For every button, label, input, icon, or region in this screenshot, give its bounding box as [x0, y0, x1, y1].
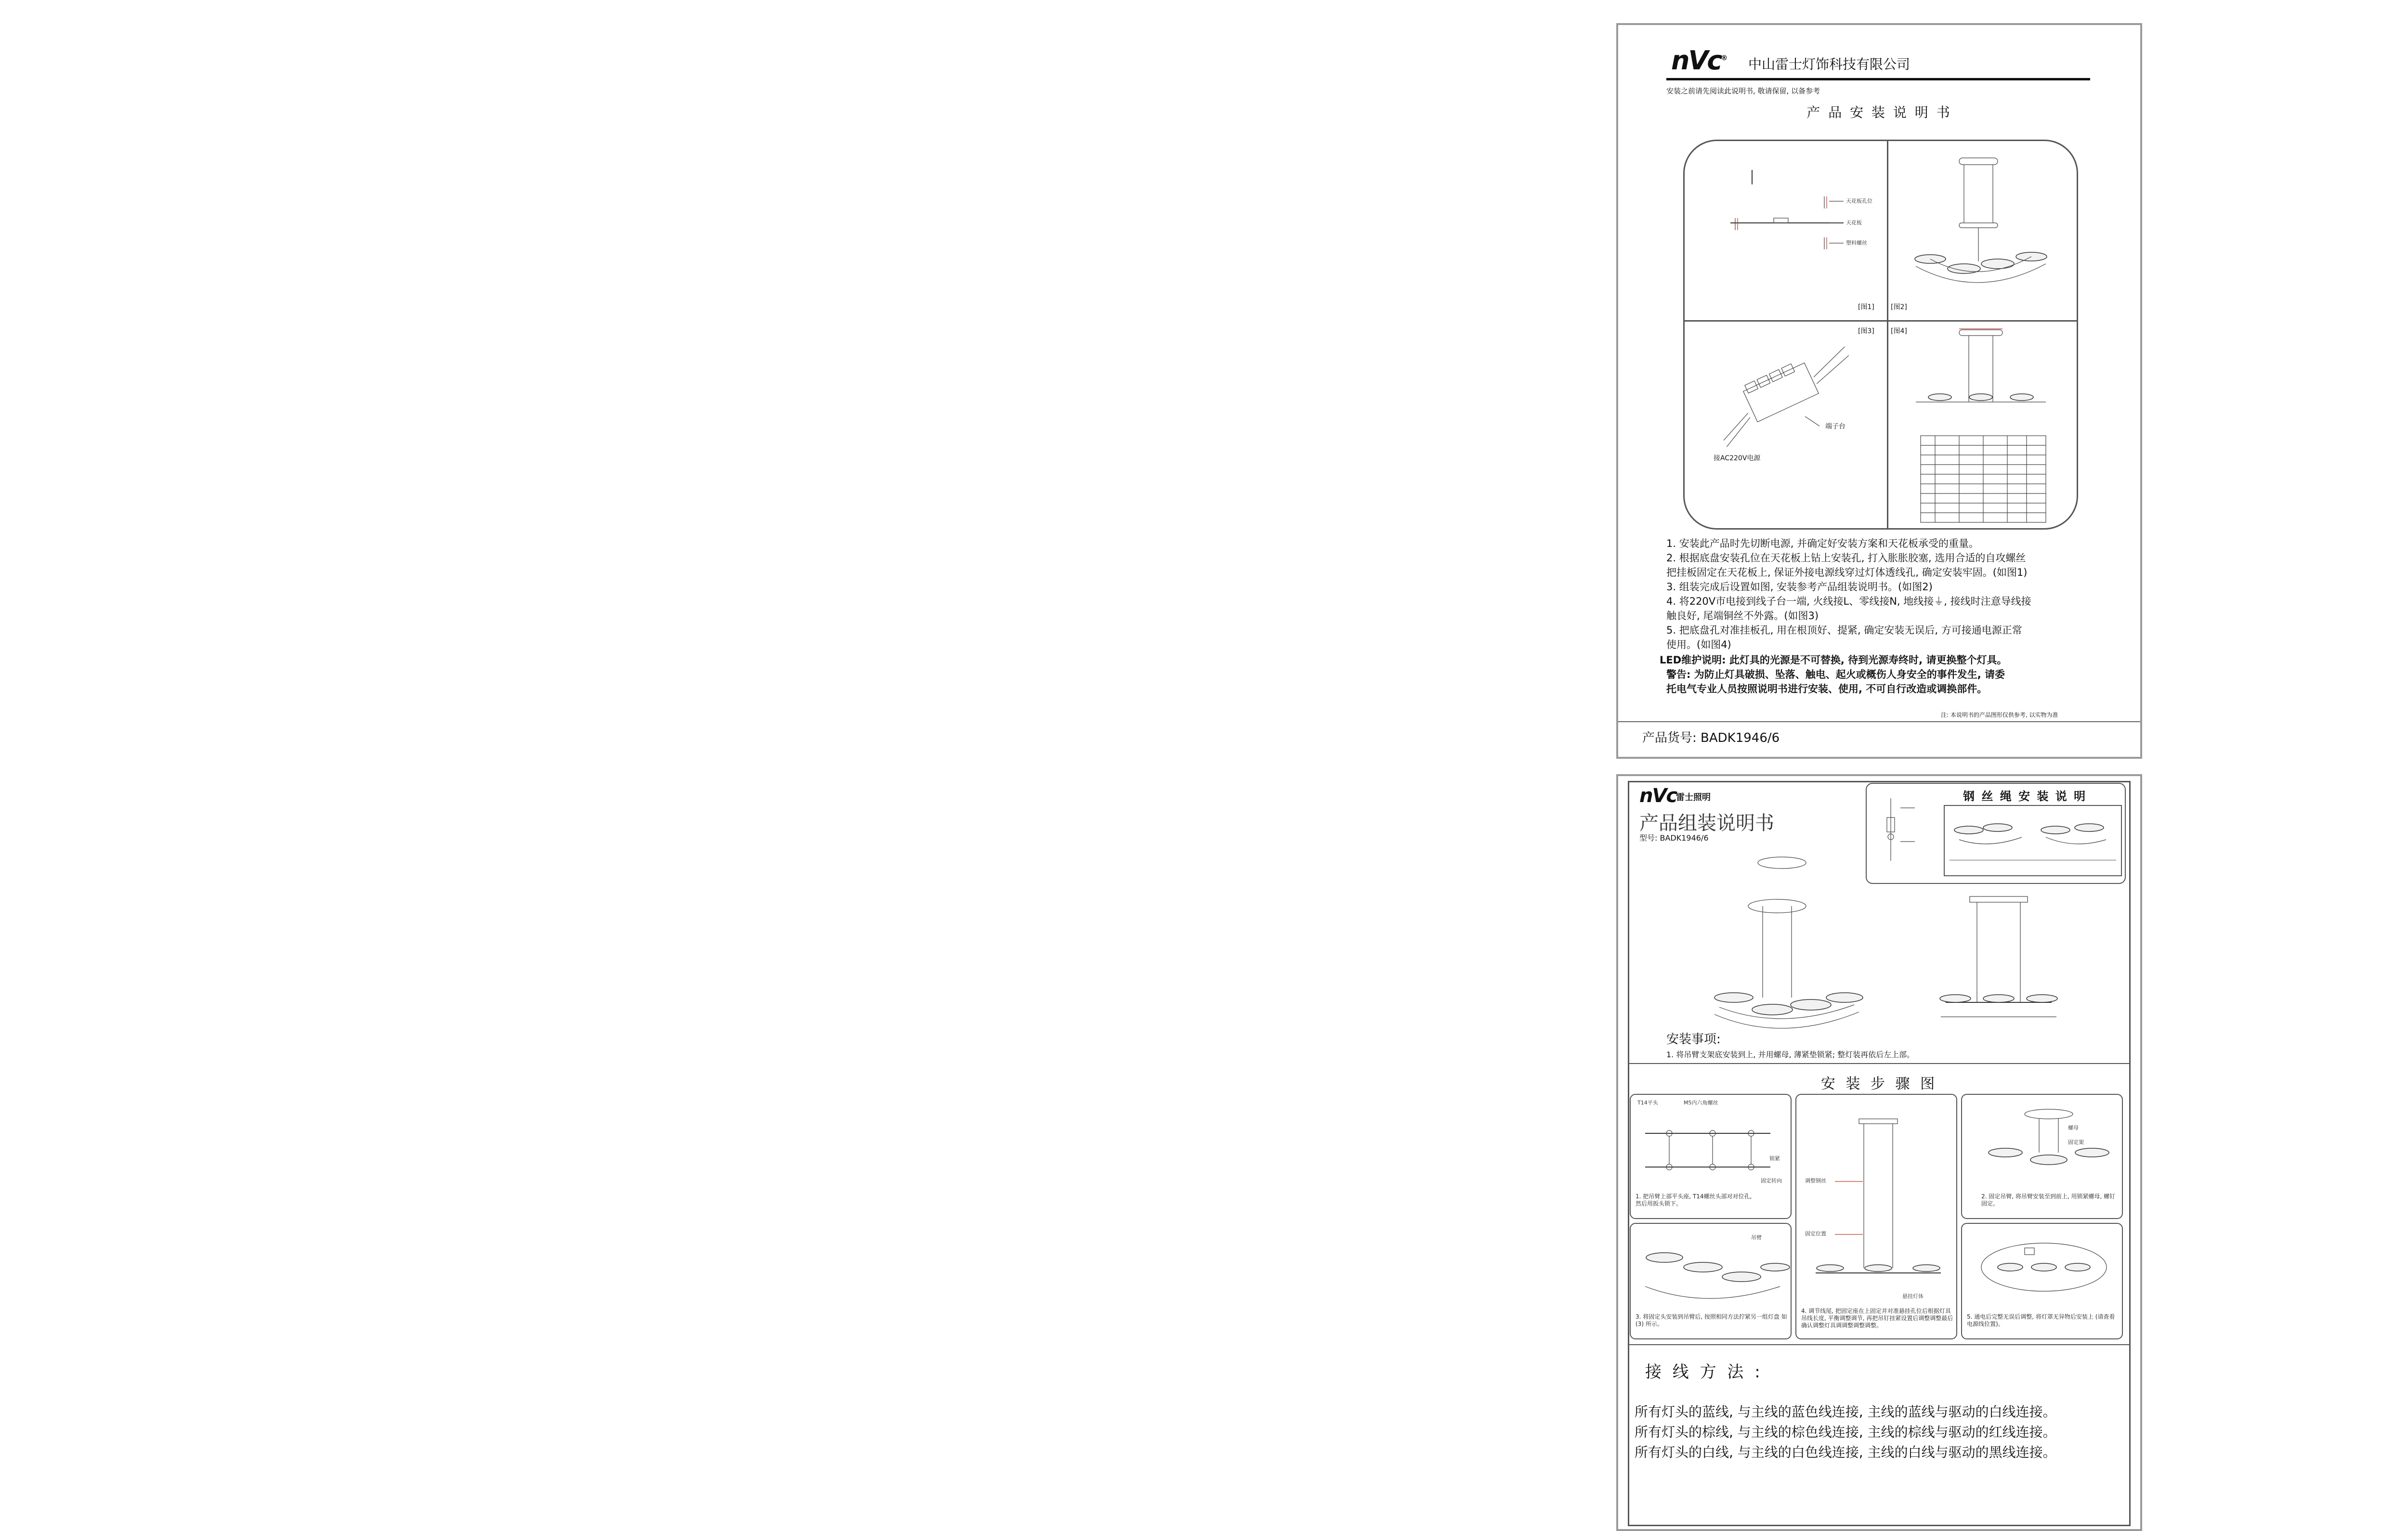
- step-panel-4: [1795, 1094, 1957, 1339]
- step2-drawing: [1967, 1100, 2119, 1186]
- wire-rope-detail-drawing: [1871, 789, 1944, 875]
- wiring-line: 所有灯头的蓝线, 与主线的蓝色线连接, 主线的蓝线与驱动的白线连接。: [1635, 1404, 2056, 1420]
- fig4-ceiling-fixing-diagram: [1887, 320, 2080, 436]
- chandelier-exploded-drawing: [1705, 853, 1859, 1036]
- steps-title: 安 装 步 骤 图: [1820, 1076, 1938, 1092]
- wiring-line: 所有灯头的棕线, 与主线的棕色线连接, 主线的棕线与驱动的红线连接。: [1635, 1424, 2056, 1440]
- fig2-label: [图2]: [1891, 303, 1907, 311]
- step-panel-1: [1630, 1094, 1792, 1219]
- step3-drawing: [1636, 1229, 1788, 1310]
- step2-caption: 2. 固定吊臂, 将吊臂安装至到前上, 用锁紧螺母, 螺钉固定。: [1981, 1193, 2116, 1207]
- step4-drawing: [1806, 1109, 1950, 1292]
- step1-drawing: [1636, 1100, 1788, 1186]
- wire-rope-sub-panel: [1944, 805, 2122, 876]
- wire-rope-title: 钢 丝 绳 安 装 说 明: [1963, 790, 2087, 803]
- brand-name: 雷士照明: [1676, 792, 1711, 803]
- wire-rope-lamp-drawing: [1945, 806, 2121, 859]
- nvc-logo: nVc: [1639, 785, 1677, 807]
- fig3-power-label: 接AC220V电源: [1714, 454, 1761, 462]
- section-rule: [1628, 1063, 2131, 1064]
- fig2-assembled-chandelier: [1887, 141, 2080, 320]
- step5-caption: 5. 通电后完整无误后调整, 将灯罩无异物后安装上 (请查看电源线位置)。: [1967, 1313, 2115, 1327]
- precautions-title: 安装事项:: [1666, 1032, 1721, 1047]
- wire-rope-caption-area: [1950, 860, 2116, 872]
- fig3-label: [图3]: [1858, 327, 1874, 335]
- notice-text: 安装之前请先阅读此说明书, 敬请保留, 以备参考: [1666, 87, 1820, 95]
- instruction-line: 使用。(如图4): [1666, 639, 1731, 650]
- instruction-sheet-1: [1616, 23, 2142, 759]
- step2-label-a: 螺母: [2068, 1125, 2079, 1131]
- instruction-line: 5. 把底盘孔对准挂板孔, 用在根顶好、提紧, 确定安装无误后, 方可接通电源正常: [1666, 624, 2022, 636]
- wiring-rule: [1628, 1344, 2131, 1345]
- model-number: 型号: BADK1946/6: [1639, 833, 1709, 843]
- step3-caption: 3. 将固定头安装到吊臂后, 按照相同方法拧紧另一组灯盘 如(3) 所示。: [1636, 1313, 1787, 1327]
- step2-label-b: 固定架: [2068, 1139, 2084, 1145]
- instruction-line: 3. 组装完成后设置如图, 安装参考产品组装说明书。(如图2): [1666, 581, 1933, 593]
- fig1-callout-1: 天花板孔位: [1846, 198, 1872, 204]
- step3-label-a: 吊臂: [1751, 1234, 1762, 1241]
- wiring-list: [1635, 1402, 2056, 1463]
- wiring-line: 所有灯头的白线, 与主线的白色线连接, 主线的白线与驱动的黑线连接。: [1635, 1444, 2056, 1460]
- page-title: 产 品 安 装 说 明 书: [1806, 104, 1952, 120]
- step4-caption: 4. 调节线尾, 把固定座在上固定并对准悬挂孔位后根据灯具吊线长度, 平衡调整调节, 再把吊钉挂紧设置后调整调整最后确认调整灯具调调整调整调整。: [1801, 1308, 1953, 1329]
- product-number: 产品货号: BADK1946/6: [1642, 731, 1780, 745]
- precaution-item-1: 1. 将吊臂支架底安装到上, 并用螺母, 薄紧垫锁紧; 整灯装再依后左上部。: [1666, 1050, 1915, 1059]
- fig1-label: [图1]: [1858, 303, 1874, 311]
- page-title: 产品组装说明书: [1639, 812, 1774, 834]
- step-panel-5: [1961, 1223, 2123, 1339]
- step1-label-d: 固定转向: [1761, 1178, 1782, 1184]
- company-name: 中山雷士灯饰科技有限公司: [1748, 56, 1911, 72]
- fig1-callout-3: 塑料螺丝: [1846, 240, 1867, 246]
- footnote: 注: 本说明书的产品图形仅供参考, 以实物为准: [1941, 712, 2058, 718]
- instruction-sheet-2: [1616, 774, 2142, 1531]
- fig3-terminal-label: 端子台: [1825, 423, 1845, 430]
- fig4-parts-table: [1921, 436, 2046, 527]
- nvc-logo: nVc®: [1671, 45, 1727, 76]
- footer-rule: [1618, 721, 2140, 722]
- fig1-callout-2: 天花板: [1846, 220, 1862, 226]
- instruction-line: 4. 将220V市电接到线子台一端, 火线接L、零线接N, 地线接⏚, 接线时注意导线接: [1666, 596, 2031, 607]
- warning-line: LED维护说明: 此灯具的光源是不可替换, 待到光源寿终时, 请更换整个灯具。: [1660, 654, 2007, 666]
- step1-label-a: T14平头: [1637, 1100, 1658, 1106]
- step5-drawing: [1972, 1233, 2114, 1306]
- step1-caption: 1. 把吊臂上部平头座, T14螺丝头部对对位孔, 然后用扳头锁下。: [1636, 1193, 1752, 1207]
- instruction-line: 把挂板固定在天花板上, 保证外接电源线穿过灯体透线孔, 确定安装牢固。(如图1): [1666, 567, 2028, 578]
- instruction-list: [1666, 536, 2031, 652]
- instruction-line: 1. 安装此产品时先切断电源, 并确定好安装方案和天花板承受的重量。: [1666, 538, 1979, 549]
- figure-frame: [1683, 140, 2078, 530]
- wire-rope-inset: [1866, 783, 2126, 884]
- step4-label-c: 悬挂灯体: [1902, 1293, 1924, 1299]
- step1-label-b: M5内六角螺丝: [1684, 1100, 1718, 1106]
- fig4-label: [图4]: [1891, 327, 1907, 335]
- fig1-ceiling-mount-diagram: [1685, 141, 1887, 320]
- step-panel-2: [1961, 1094, 2123, 1219]
- fig3-terminal-wiring-diagram: [1685, 320, 1887, 528]
- step4-label-b: 固定位置: [1805, 1231, 1826, 1237]
- instruction-line: 2. 根据底盘安装孔位在天花板上钻上安装孔, 打入胀胀胶塞, 选用合适的自攻螺丝: [1666, 552, 2026, 564]
- instruction-line: 触良好, 尾端铜丝不外露。(如图3): [1666, 610, 1819, 622]
- wiring-title: 接 线 方 法 :: [1645, 1362, 1763, 1382]
- warning-line: 托电气专业人员按照说明书进行安装、使用, 不可自行改造或调换部件。: [1666, 683, 1988, 695]
- warning-line: 警告: 为防止灯具破损、坠落、触电、起火或概伤人身安全的事件发生, 请委: [1666, 669, 2005, 680]
- warning-block: [1660, 653, 2007, 696]
- step1-label-c: 锁紧: [1769, 1155, 1780, 1162]
- header-rule: [1666, 78, 2090, 80]
- chandelier-front-drawing: [1931, 896, 2066, 1041]
- step-panel-3: [1630, 1223, 1792, 1339]
- step4-label-a: 调整钢丝: [1805, 1178, 1826, 1184]
